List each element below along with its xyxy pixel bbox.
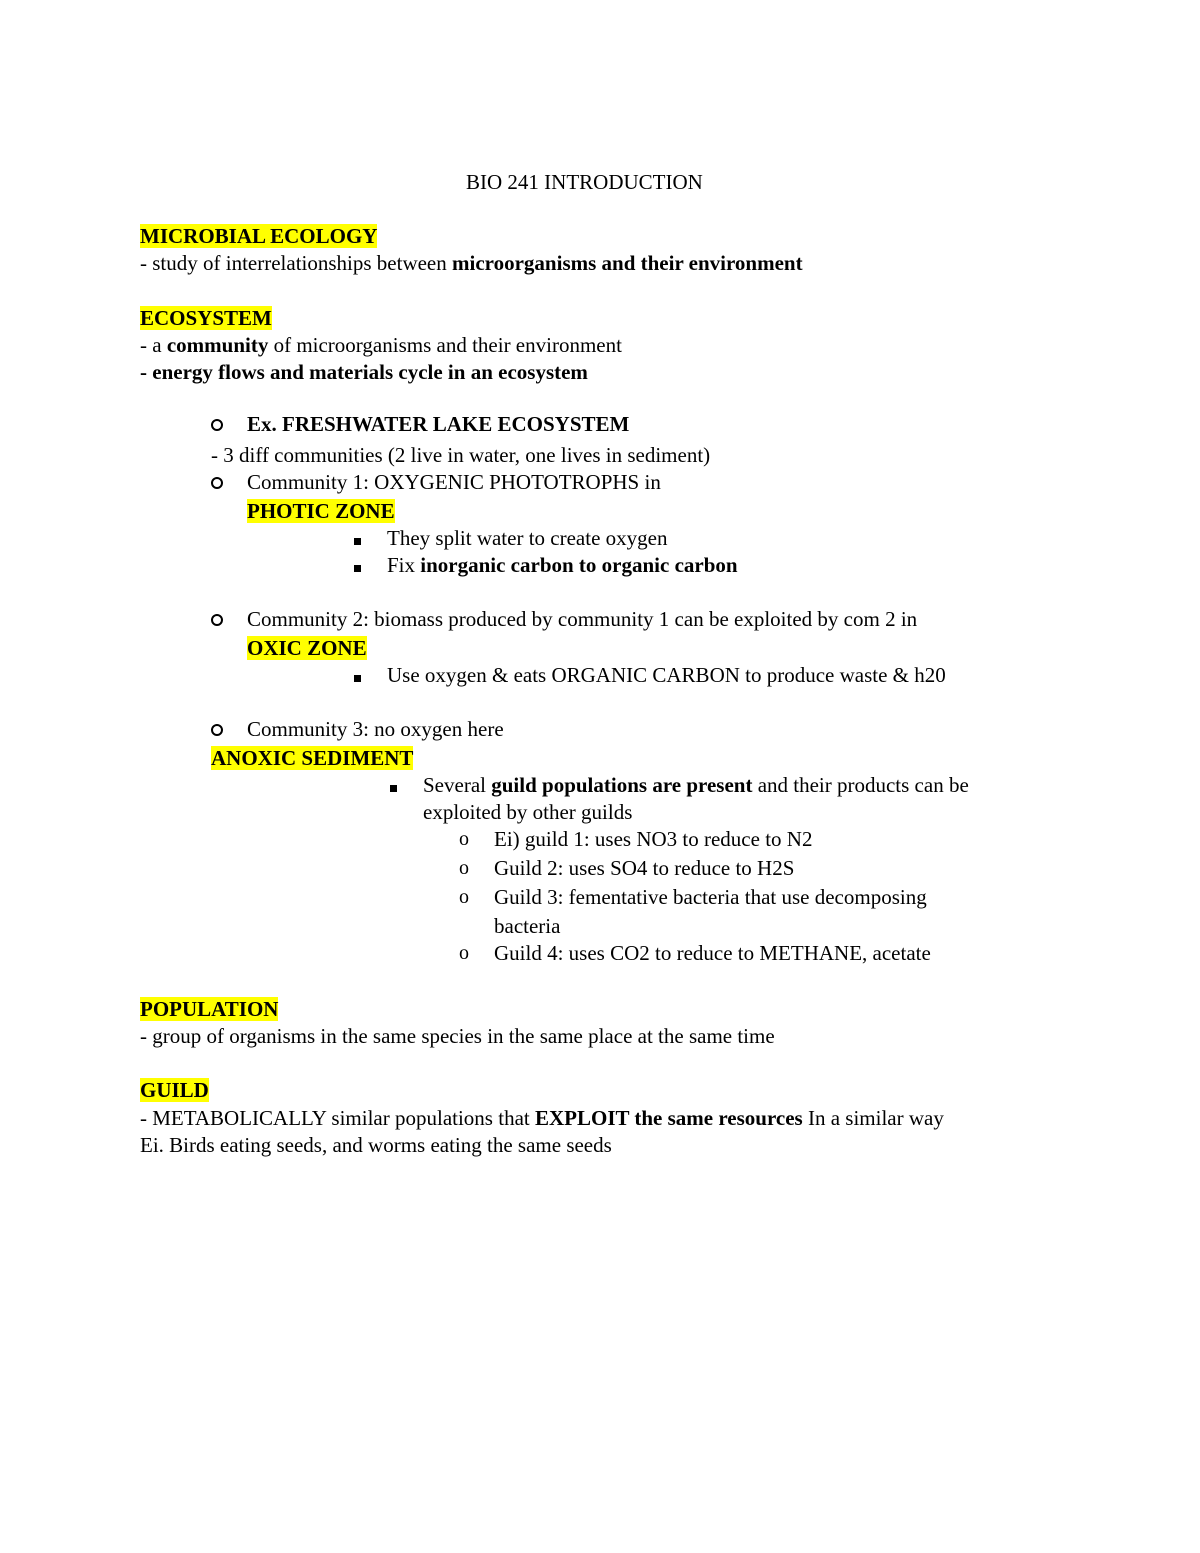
population-definition: - group of organisms in the same species in the same place at the same time	[140, 1024, 775, 1048]
circle-bullet-icon: o	[459, 828, 469, 850]
ring-bullet-icon	[211, 469, 223, 496]
population-label: POPULATION	[140, 997, 279, 1021]
guild-item-3-cont: bacteria	[494, 914, 561, 938]
circle-bullet-icon: o	[459, 886, 469, 908]
guild-example: Ei. Birds eating seeds, and worms eating the same seeds	[140, 1133, 612, 1157]
point-emphasis: inorganic carbon to organic carbon	[420, 553, 738, 577]
example-title: Ex. FRESHWATER LAKE ECOSYSTEM	[247, 412, 630, 436]
ring-bullet-icon	[211, 411, 223, 438]
oxic-zone-heading	[247, 635, 367, 662]
guild-item-1: Ei) guild 1: uses NO3 to reduce to N2	[494, 827, 813, 851]
photic-zone-label: PHOTIC ZONE	[247, 499, 395, 523]
square-bullet-icon	[354, 662, 361, 689]
guild-item-2: Guild 2: uses SO4 to reduce to H2S	[494, 856, 795, 880]
ring-bullet-icon	[211, 716, 223, 743]
page-title: BIO 241 INTRODUCTION	[466, 170, 703, 194]
definition-text: - METABOLICALLY similar populations that	[140, 1106, 535, 1130]
ecosystem-label: ECOSYSTEM	[140, 306, 272, 330]
line-text: of microorganisms and their environment	[268, 333, 622, 357]
community-1-point-2	[387, 552, 738, 579]
community-3-point-1	[423, 772, 969, 799]
photic-zone-heading	[247, 498, 395, 525]
community-3-point-1-cont: exploited by other guilds	[423, 800, 633, 824]
community-2-point-1: Use oxygen & eats ORGANIC CARBON to produce waste & h20	[387, 663, 946, 687]
communities-line: - 3 diff communities (2 live in water, one lives in sediment)	[211, 443, 711, 467]
square-bullet-icon	[390, 772, 397, 799]
point-text: and their products can be	[752, 773, 969, 797]
definition-text: - study of interrelationships between	[140, 251, 453, 275]
circle-bullet-icon: o	[459, 942, 469, 964]
community-3-text: Community 3: no oxygen here	[247, 717, 504, 741]
oxic-zone-label: OXIC ZONE	[247, 636, 367, 660]
anoxic-sediment-label: ANOXIC SEDIMENT	[211, 746, 414, 770]
example-label	[247, 411, 629, 438]
guild-item-4: Guild 4: uses CO2 to reduce to METHANE, acetate	[494, 941, 931, 965]
anoxic-sediment-heading	[211, 745, 413, 772]
square-bullet-icon	[354, 552, 361, 579]
line-emphasis: community	[166, 333, 269, 357]
microbial-ecology-label: MICROBIAL ECOLOGY	[140, 224, 378, 248]
ring-bullet-icon	[211, 606, 223, 633]
community-2-text: Community 2: biomass produced by community 1 can be exploited by com 2 in	[247, 607, 918, 631]
point-emphasis: guild populations are present	[491, 773, 753, 797]
definition-emphasis: EXPLOIT the same resources	[534, 1106, 803, 1130]
square-bullet-icon	[354, 525, 361, 552]
community-1-text: Community 1: OXYGENIC PHOTOTROPHS in	[247, 470, 661, 494]
guild-label: GUILD	[140, 1078, 209, 1102]
guild-definition	[140, 1105, 944, 1132]
definition-emphasis: microorganisms and their environment	[452, 251, 803, 275]
definition-text: In a similar way	[802, 1106, 944, 1130]
ecosystem-line-1	[140, 332, 622, 359]
ecosystem-heading	[140, 305, 272, 332]
line-text: - a	[140, 333, 167, 357]
ecosystem-line-2	[140, 359, 588, 386]
microbial-ecology-definition	[140, 250, 803, 277]
point-text: Several	[423, 773, 492, 797]
community-1-point-1: They split water to create oxygen	[387, 526, 668, 550]
point-text: Fix	[387, 553, 421, 577]
population-heading	[140, 996, 278, 1023]
guild-heading	[140, 1077, 209, 1104]
line-dash: -	[140, 360, 153, 384]
circle-bullet-icon: o	[459, 857, 469, 879]
microbial-ecology-heading	[140, 223, 377, 250]
line-emphasis: energy flows and materials cycle in an ecosystem	[152, 360, 588, 384]
guild-item-3: Guild 3: fementative bacteria that use decomposing	[494, 885, 927, 909]
